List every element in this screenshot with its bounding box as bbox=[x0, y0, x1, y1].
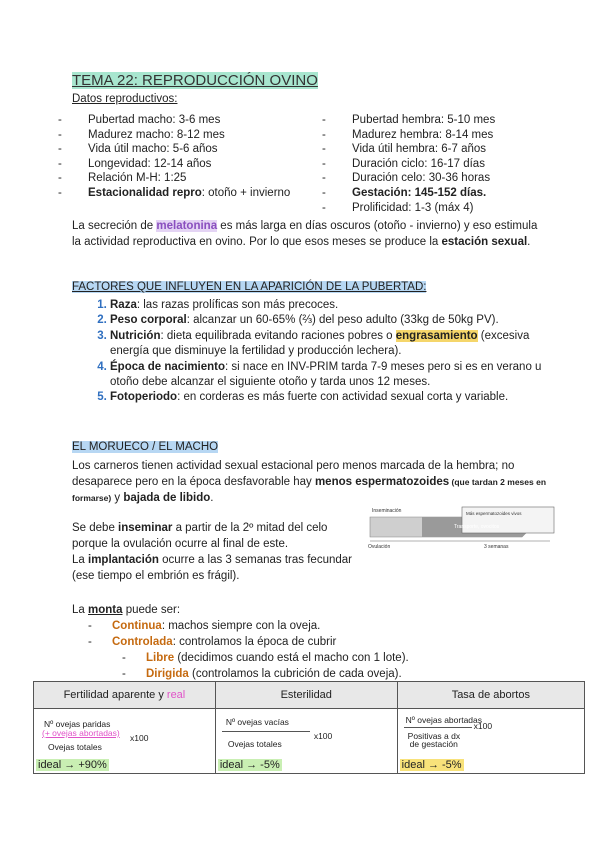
celo-timeline-diagram bbox=[362, 503, 558, 551]
page-title: TEMA 22: REPRODUCCIÓN OVINO bbox=[72, 72, 318, 89]
list-item: - Vida útil macho: 5-6 años bbox=[58, 143, 218, 156]
diagram-label-transporte: Transporte, ovocitos bbox=[454, 524, 500, 530]
list-item: - Prolificidad: 1-3 (máx 4) bbox=[322, 201, 474, 214]
list-item: - Controlada: controlamos la época de cubrir bbox=[88, 636, 337, 648]
header-fertilidad: Fertilidad aparente y real bbox=[34, 682, 216, 709]
ideal-fertilidad: ideal → +90% bbox=[38, 759, 107, 771]
list-item: - Madurez macho: 8-12 mes bbox=[58, 128, 225, 141]
diagram-label-espermatozoides: Más espermatozoides vivos bbox=[466, 511, 522, 516]
header-abortos: Tasa de abortos bbox=[397, 682, 584, 709]
macho-paragraph-2: Se debe inseminar a partir de la 2º mitad del celo porque la ovulación ocurre al final de este. bbox=[72, 522, 328, 550]
list-item: - Duración celo: 30-36 horas bbox=[322, 172, 491, 185]
ideal-abortos: ideal → -5% bbox=[401, 759, 462, 771]
datos-right-list bbox=[322, 113, 562, 215]
list-item: - Pubertad hembra: 5-10 mes bbox=[322, 114, 496, 126]
cell-fertilidad: Nº ovejas paridas (+ ovejas abortadas) Ovejas totales x100 ideal → +90% bbox=[34, 709, 216, 774]
section-subtitle: Datos reproductivos: bbox=[72, 93, 178, 105]
list-item: 4. Época de nacimiento: si nace en INV-PRIM tarda 7-9 meses pero si es en verano u otoño debe alcanzar el siguiente otoño y tarda unos 12 meses. bbox=[110, 360, 570, 391]
list-item: 2. Peso corporal: alcanzar un 60-65% (⅔) del peso adulto (33kg de 50kg PV). bbox=[110, 313, 570, 328]
datos-left-list bbox=[58, 113, 318, 201]
list-item: - Libre (decidimos cuando está el macho con 1 lote). bbox=[122, 652, 409, 664]
list-item: - Duración ciclo: 16-17 días bbox=[322, 157, 485, 170]
cell-abortos: Nº ovejas abortadas Positivas a dx de gestación x100 ideal → -5% bbox=[397, 709, 584, 774]
monta-intro: La monta puede ser: bbox=[72, 604, 181, 616]
diagram-label-semanas: 3 semanas bbox=[484, 544, 509, 550]
list-item: 3. Nutrición: dieta equilibrada evitando raciones pobres o engrasamiento (excesiva energía que disminuye la fertilidad y producción lechera). bbox=[110, 329, 570, 360]
list-item: - Vida útil hembra: 6-7 años bbox=[322, 143, 487, 156]
list-item: - Madurez hembra: 8-14 mes bbox=[322, 128, 494, 141]
header-esterilidad: Esterilidad bbox=[215, 682, 397, 709]
list-item: - Dirigida (controlamos la cubrición de cada oveja). bbox=[122, 668, 402, 680]
engrasamiento-highlight: engrasamiento bbox=[395, 329, 478, 342]
factores-list bbox=[72, 298, 570, 406]
macho-paragraph-3: La implantación ocurre a las 3 semanas tras fecundar (ese tiempo el embrión es frágil). bbox=[72, 554, 352, 582]
list-item: - Continua: machos siempre con la oveja. bbox=[88, 620, 321, 632]
list-item: - Estacionalidad repro: otoño + invierno bbox=[58, 186, 291, 199]
diagram-label-inseminacion: Inseminación bbox=[372, 508, 402, 514]
ideal-esterilidad: ideal → -5% bbox=[219, 759, 280, 771]
list-item: 1. Raza: las razas prolíficas son más precoces. bbox=[110, 298, 570, 313]
cell-esterilidad: Nº ovejas vacías Ovejas totales x100 ideal → -5% bbox=[215, 709, 397, 774]
list-item: - Relación M-H: 1:25 bbox=[58, 172, 187, 185]
list-item: - Pubertad macho: 3-6 mes bbox=[58, 114, 221, 126]
macho-paragraph-1: Los carneros tienen actividad sexual estacional pero menos marcada de la hembra; no desaparece pero en la época desfavorable hay menos espermatozoides (que tardan 2 meses en formarse) y bajada de libido. bbox=[72, 460, 547, 504]
list-item: - Gestación: 145-152 días. bbox=[322, 186, 487, 199]
monta-section bbox=[72, 602, 409, 682]
table-row bbox=[34, 709, 585, 774]
indices-table bbox=[33, 681, 585, 774]
table-header-row bbox=[34, 682, 585, 709]
melatonina-paragraph: La secreción de melatonina es más larga en días oscuros (otoño - invierno) y eso estimula la actividad reproductiva en ovino. Por lo que esos meses se produce la estación sexual. bbox=[72, 220, 538, 248]
macho-heading: EL MORUECO / EL MACHO bbox=[72, 441, 219, 453]
factores-heading: FACTORES QUE INFLUYEN EN LA APARICIÓN DE LA PUBERTAD: bbox=[72, 281, 427, 293]
diagram-label-ovulacion: Ovulación bbox=[368, 544, 391, 550]
melatonina-highlight: melatonina bbox=[156, 220, 218, 232]
list-item: - Longevidad: 12-14 años bbox=[58, 157, 212, 170]
list-item: 5. Fotoperiodo: en corderas es más fuerte con actividad sexual corta y variable. bbox=[110, 390, 570, 405]
